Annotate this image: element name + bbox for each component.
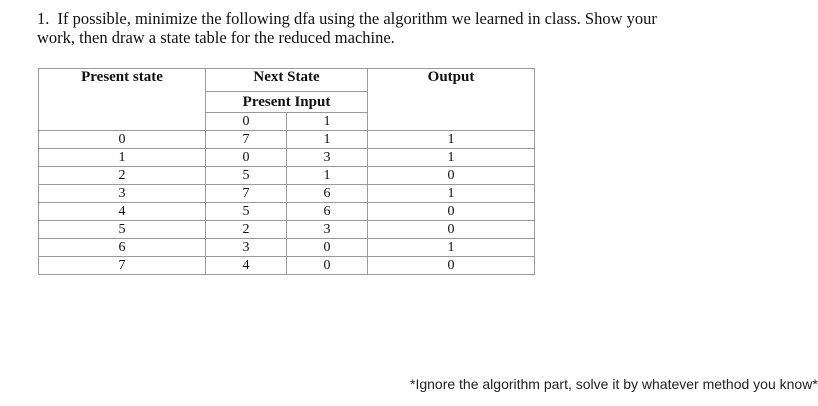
output-cell: 0 [368, 221, 535, 239]
next-on-0-cell: 0 [206, 149, 287, 167]
state-cell: 0 [39, 131, 206, 149]
table-row [39, 221, 535, 239]
table-row [39, 203, 535, 221]
table-row [39, 257, 535, 275]
question-number: 1. [37, 9, 50, 28]
output-cell: 0 [368, 167, 535, 185]
next-on-1-cell: 3 [287, 149, 368, 167]
output-cell: 0 [368, 257, 535, 275]
output-cell: 1 [368, 185, 535, 203]
question-text [37, 9, 717, 47]
output-cell: 1 [368, 149, 535, 167]
table-row [39, 239, 535, 257]
question-line-2: work, then draw a state table for the reduced machine. [37, 28, 395, 47]
state-cell: 4 [39, 203, 206, 221]
table-row [39, 131, 535, 149]
next-on-1-cell: 0 [287, 257, 368, 275]
next-on-0-cell: 4 [206, 257, 287, 275]
footnote-text: *Ignore the algorithm part, solve it by whatever method you know* [410, 376, 818, 392]
input-0-header: 0 [206, 113, 287, 131]
present-input-header: Present Input [206, 92, 368, 113]
state-cell: 7 [39, 257, 206, 275]
state-cell: 2 [39, 167, 206, 185]
next-on-0-cell: 7 [206, 131, 287, 149]
output-cell: 0 [368, 203, 535, 221]
present-state-header: Present state [39, 69, 206, 131]
state-cell: 3 [39, 185, 206, 203]
next-on-0-cell: 5 [206, 167, 287, 185]
output-cell: 1 [368, 131, 535, 149]
input-1-header: 1 [287, 113, 368, 131]
state-cell: 6 [39, 239, 206, 257]
state-cell: 1 [39, 149, 206, 167]
output-header: Output [368, 69, 535, 131]
state-table [38, 68, 535, 275]
next-on-0-cell: 7 [206, 185, 287, 203]
next-on-1-cell: 6 [287, 203, 368, 221]
table-row [39, 185, 535, 203]
next-on-1-cell: 6 [287, 185, 368, 203]
table-row [39, 167, 535, 185]
next-on-1-cell: 1 [287, 131, 368, 149]
next-state-header: Next State [206, 69, 368, 92]
next-on-0-cell: 2 [206, 221, 287, 239]
table-row [39, 149, 535, 167]
next-on-1-cell: 1 [287, 167, 368, 185]
next-on-0-cell: 3 [206, 239, 287, 257]
next-on-0-cell: 5 [206, 203, 287, 221]
state-cell: 5 [39, 221, 206, 239]
output-cell: 1 [368, 239, 535, 257]
next-on-1-cell: 3 [287, 221, 368, 239]
question-line-1: If possible, minimize the following dfa using the algorithm we learned in class. Show your [57, 9, 657, 28]
next-on-1-cell: 0 [287, 239, 368, 257]
